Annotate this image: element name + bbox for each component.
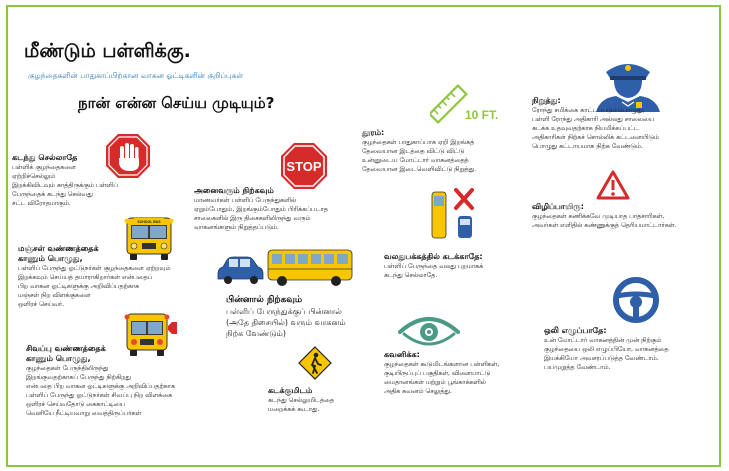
- stop-heading: நிறுத்து:: [532, 96, 561, 105]
- page-subtitle: குழந்தைகளின் பாதுகாப்பிற்கான வாகன ஓட்டிகளின் குறிப்புகள்: [28, 71, 244, 80]
- stop-behind-line: (அதே திசையில்) வரும் வாகனம்: [226, 318, 346, 327]
- section-dont-cross: [12, 153, 118, 208]
- stop-line: அதிகாரிகள் நிற்கச் சொல்லிக் கட்டளையிடும்: [532, 134, 659, 141]
- crosswalk-line: மறைக்கக் கூடாது.: [268, 406, 320, 413]
- page-question: நான் என்ன செய்ய முடியும்?: [78, 94, 275, 112]
- yellow-lights-heading-2: காணும் பொழுது,: [18, 254, 83, 263]
- car-behind-bus-icon: [216, 244, 356, 290]
- stop-line: கடக்க உதவுவதற்காக நியமிக்கப்பட்ட: [532, 125, 639, 132]
- yellow-lights-heading: மஞ்சள் வண்ணத்தைக்: [18, 244, 99, 253]
- pedestrian-crossing-icon: [298, 346, 332, 380]
- red-lights-line: இறங்குவதற்காகப் பேருந்து நிற்கிறது: [26, 374, 131, 381]
- dont-cross-line: பள்ளிக் குழந்தைகளை: [12, 164, 76, 171]
- section-alert: [532, 202, 676, 230]
- yellow-lights-line: பள்ளிப் பேருந்து ஓட்டுநர்கள் குழந்தைகளை ஏற்றவும்: [18, 265, 171, 272]
- watch-line: அதிக கவனம் செலுத்து.: [384, 388, 452, 395]
- red-lights-line: பள்ளிப் பேருந்து ஓட்டுநர்கள் சிவப்பு நிற விளக்கை: [26, 392, 173, 399]
- yellow-lights-line: இறக்கவும் செய்யத் தயாராகிறார்கள் என்பதைப்: [18, 274, 153, 281]
- no-pass-right-heading: வலதுபக்கத்தில் கடக்காதே:: [384, 252, 483, 261]
- alert-line: குழந்தைகள் கணிக்கவே முடியாத பாதசாரிகள்,: [532, 213, 665, 220]
- stop-approaching-line: மாணவர்கள் பள்ளிப் பேருந்துகளில்: [194, 197, 297, 204]
- section-crosswalk: [268, 386, 334, 414]
- stop-line: பள்ளி ரோந்து அதிகாரி அல்லது சாலையை: [532, 116, 655, 123]
- no-pass-right-line: பள்ளிப் பேருந்தை வலது புறமாகக்: [384, 263, 484, 270]
- ten-ft-label: 10 FT.: [465, 108, 499, 122]
- no-horn-line: இயக்கியோ அவசரப்படுத்த வேண்டாம்.: [544, 355, 659, 362]
- red-lights-heading: சிவப்பு வண்ணத்தைக்: [26, 344, 106, 353]
- section-no-pass-right: [384, 252, 483, 280]
- yellow-lights-line: மஞ்சள் நிற விளக்குகளை: [18, 292, 91, 299]
- no-horn-heading: ஒலி எழுப்பாதே:: [544, 326, 607, 335]
- section-stop: [532, 96, 659, 151]
- stop-behind-line: நிற்க வேண்டும்): [226, 329, 286, 338]
- no-horn-line: குழந்தையை ஒலி எழுப்பியோ, வாகனத்தை: [544, 346, 669, 353]
- watch-line: மைதானங்கள் மற்றும் பூங்காக்களில்: [384, 379, 486, 386]
- steering-wheel-icon: [606, 276, 666, 324]
- red-lights-line: குழந்தைகள் பேருந்திலிருந்து: [26, 365, 109, 372]
- stop-sign-icon: [280, 142, 328, 190]
- watch-line: குடியிருப்புப் பகுதிகள், விளையாட்டு: [384, 370, 491, 377]
- dont-cross-line: சட்ட விரோதமாகும்.: [12, 200, 71, 207]
- stop-sign-text: STOP: [286, 159, 322, 174]
- no-horn-line: உன் மோட்டார் வாகனத்தின் முன் நிற்கும்: [544, 337, 662, 344]
- section-stop-behind: [226, 294, 346, 339]
- distance-line: தேவையான இடைவெளிவிட்டு நிறுத்து.: [362, 166, 477, 173]
- page-title: மீண்டும் பள்ளிக்கு.: [24, 40, 191, 62]
- red-lights-heading-2: காணும் பொழுது,: [26, 354, 91, 363]
- alert-heading: விழிப்பாயிரு:: [532, 202, 584, 211]
- no-pass-right-line: கடந்து செல்லாதே.: [384, 272, 438, 279]
- section-stop-approaching: [194, 186, 328, 232]
- stop-line: பொழுது கட்டாயமாக நிற்க வேண்டும்.: [532, 143, 643, 150]
- dont-cross-line: பேருந்தைக் கடந்து செல்வது: [12, 191, 93, 198]
- watch-heading: கவனிக்க:: [384, 350, 420, 359]
- alert-line: அவர்கள் எளிதில் கண்ணுக்குத் தெரியமாட்டார்கள்.: [532, 222, 677, 229]
- red-lights-line: ஒளிரச் செய்வதோடு கைகாட்டியை: [26, 401, 125, 408]
- stop-behind-line: பள்ளிப் பேருந்துக்குப் பின்னால்: [226, 307, 342, 316]
- stop-approaching-line: வாகனங்களும் நிறுத்தப்படும்.: [194, 224, 279, 231]
- stop-approaching-line: ஏறும்போதும், இறங்கும்போதும் பிரிக்கப்படாத: [194, 206, 328, 213]
- yellow-lights-line: பிற வாகன ஓட்டிகளுக்கு அறிவிப்பதற்காக: [18, 283, 140, 290]
- section-red-lights: [26, 344, 175, 418]
- section-watch: [384, 350, 499, 396]
- watch-line: குழந்தைகள் கூடுமிடங்களான பள்ளிகள்,: [384, 361, 500, 368]
- distance-line: குழந்தைகள் பாதுகாப்பாக ஏறி இறங்கத்: [362, 139, 475, 146]
- bus-label: SCHOOL BUS: [137, 220, 161, 224]
- stop-approaching-line: சாலைகளில் இரு திசைகளிலிருந்து வரும்: [194, 215, 311, 222]
- distance-line: தேவையான இடத்தை விட்டு விட்டு: [362, 148, 465, 155]
- section-no-horn: [544, 326, 669, 372]
- yellow-lights-line: ஒளிரச் செய்வர்.: [18, 301, 65, 308]
- warning-icon: [596, 170, 630, 200]
- dont-cross-line: ஏற்றிச்செல்லும்: [12, 173, 56, 180]
- distance-line: உன்னுடைய மோட்டார் வாகனத்தைத்: [362, 157, 469, 164]
- stop-approaching-heading: அனைவரும் நிற்கவும்: [194, 186, 274, 195]
- red-lights-line: என்பதை பிற வாகன ஓட்டிகளுக்கு அறிவிப்பதற்காக: [26, 383, 175, 390]
- stop-line: ரோந்து சமிக்கை காட்டப்படும்பொழுது,: [532, 107, 645, 114]
- dont-cross-line: இறக்கிவிடவும் காத்திருக்கும் பள்ளிப்: [12, 182, 118, 189]
- section-yellow-lights: [18, 244, 170, 309]
- stop-behind-heading: பின்னால் நிற்கவும்: [226, 295, 303, 305]
- crosswalk-heading: கடக்குமிடம்: [268, 386, 313, 395]
- distance-heading: தூரம்:: [362, 128, 385, 137]
- no-horn-line: பயமுறுத்த வேண்டாம்.: [544, 364, 611, 371]
- section-distance: [362, 128, 476, 174]
- crosswalk-line: கடந்து செல்லுமிடத்தை: [268, 397, 335, 404]
- eye-icon: [398, 310, 460, 350]
- dont-cross-heading: கடந்து செல்லாதே: [12, 153, 78, 162]
- no-pass-right-icon: [426, 186, 480, 242]
- red-lights-line: வெளியே நீட்டியவாறு வைத்திருப்பர்கள்: [26, 410, 142, 417]
